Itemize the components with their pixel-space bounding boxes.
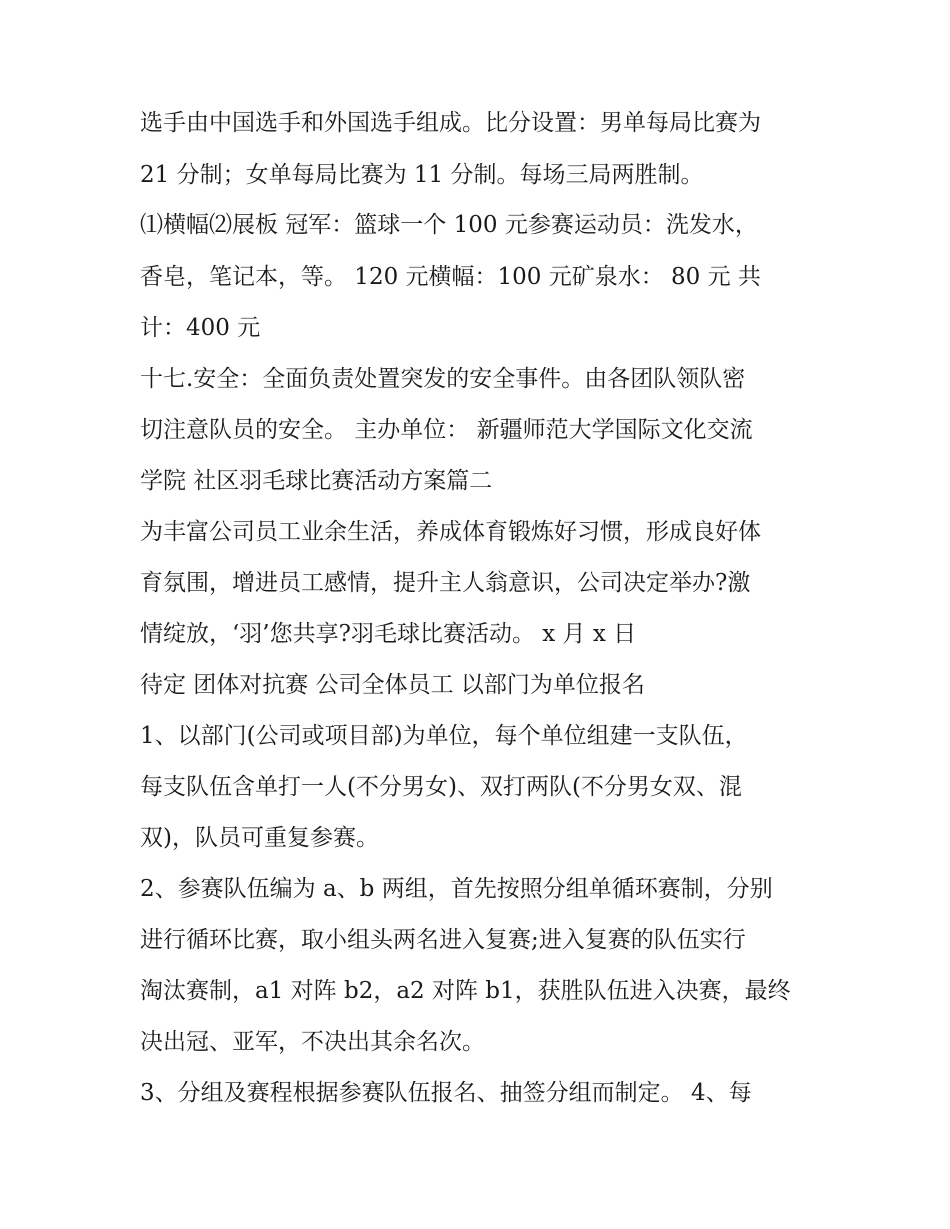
text-line: 十七.安全：全面负责处置突发的安全事件。由各团队领队密: [140, 366, 746, 392]
text-line: 决出冠、亚军，不决出其余名次。: [140, 1029, 485, 1055]
text-line: 待定 团体对抗赛 公司全体员工 以部门为单位报名: [140, 672, 645, 698]
text-line: 双)，队员可重复参赛。: [140, 825, 379, 851]
text-line: 学院 社区羽毛球比赛活动方案篇二: [140, 468, 493, 494]
text-line: 切注意队员的安全。 主办单位： 新疆师范大学国际文化交流: [140, 417, 753, 443]
text-line: 计：400 元: [140, 315, 261, 341]
text-line: 育氛围，增进员工感情，提升主人翁意识，公司决定举办?激: [140, 570, 751, 596]
text-line: 淘汰赛制，a1 对阵 b2，a2 对阵 b1，获胜队伍进入决赛，最终: [140, 978, 791, 1004]
text-line: 香皂，笔记本，等。 120 元横幅：100 元矿泉水： 80 元 共: [140, 264, 761, 290]
text-line: 1、以部门(公司或项目部)为单位，每个单位组建一支队伍，: [140, 723, 748, 749]
text-line: 进行循环比赛，取小组头两名进入复赛;进入复赛的队伍实行: [140, 927, 746, 953]
text-line: ⑴横幅⑵展板 冠军：篮球一个 100 元参赛运动员：洗发水，: [140, 212, 758, 238]
text-line: 2、参赛队伍编为 a、b 两组，首先按照分组单循环赛制，分别: [140, 876, 773, 902]
text-line: 情绽放，‘羽’您共享?羽毛球比赛活动。 x 月 x 日: [140, 621, 637, 647]
text-line: 为丰富公司员工业余生活，养成体育锻炼好习惯，形成良好体: [140, 519, 761, 545]
text-line: 3、分组及赛程根据参赛队伍报名、抽签分组而制定。 4、每: [140, 1080, 752, 1106]
text-line: 选手由中国选手和外国选手组成。比分设置：男单每局比赛为: [140, 110, 761, 136]
text-line: 21 分制；女单每局比赛为 11 分制。每场三局两胜制。: [140, 162, 704, 188]
text-line: 每支队伍含单打一人(不分男女)、双打两队(不分男女双、混: [140, 774, 742, 800]
